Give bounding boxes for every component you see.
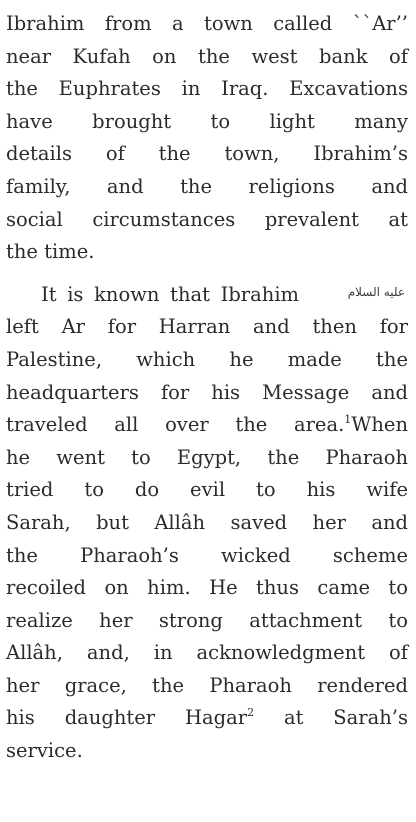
footnote-marker-2[interactable]: 2: [247, 705, 255, 719]
paragraph-1: [6, 8, 408, 269]
text-line: Ibrahim from a town called ``Ar’’: [6, 12, 408, 35]
text-line: Sarah, but Allâh saved her and: [6, 510, 408, 534]
text-line: headquarters for his Message and: [6, 380, 408, 404]
line-text: his daughter Hagar: [6, 706, 248, 730]
text-line: near Kufah on the west bank of: [6, 44, 408, 68]
text-line: have brought to light many: [6, 109, 408, 133]
text-line: [6, 702, 408, 735]
footnote-marker-1[interactable]: 1: [344, 412, 352, 426]
text-line: recoiled on him. He thus came to: [6, 576, 408, 600]
line-text: It is known that Ibrahim: [41, 282, 300, 306]
line-text: When: [351, 413, 408, 437]
text-line: family, and the religions and: [6, 174, 408, 198]
text-line: [6, 409, 408, 442]
text-line: service.: [6, 739, 83, 763]
text-line: realize her strong attachment to: [6, 608, 408, 632]
text-line: Palestine, which he made the: [6, 347, 408, 371]
text-line: social circumstances prevalent at: [6, 207, 408, 231]
text-line: Allâh, and, in acknowledgment of: [6, 641, 408, 665]
text-line: [6, 279, 408, 312]
text-line: the time.: [6, 240, 95, 264]
text-line: he went to Egypt, the Pharaoh: [6, 445, 408, 469]
text-line: details of the town, Ibrahim’s: [6, 142, 408, 166]
text-line: her grace, the Pharaoh rendered: [6, 673, 408, 697]
text-line: the Pharaoh’s wicked scheme: [6, 543, 408, 567]
text-line: the Euphrates in Iraq. Excavations: [6, 77, 408, 101]
line-text: at Sarah’s: [254, 706, 409, 730]
line-text: traveled all over the area.: [6, 413, 345, 437]
honorific-symbol: عليه السلام: [347, 285, 405, 300]
paragraph-2: [6, 279, 408, 768]
text-line: left Ar for Harran and then for: [6, 315, 408, 339]
text-line: tried to do evil to his wife: [6, 478, 408, 502]
